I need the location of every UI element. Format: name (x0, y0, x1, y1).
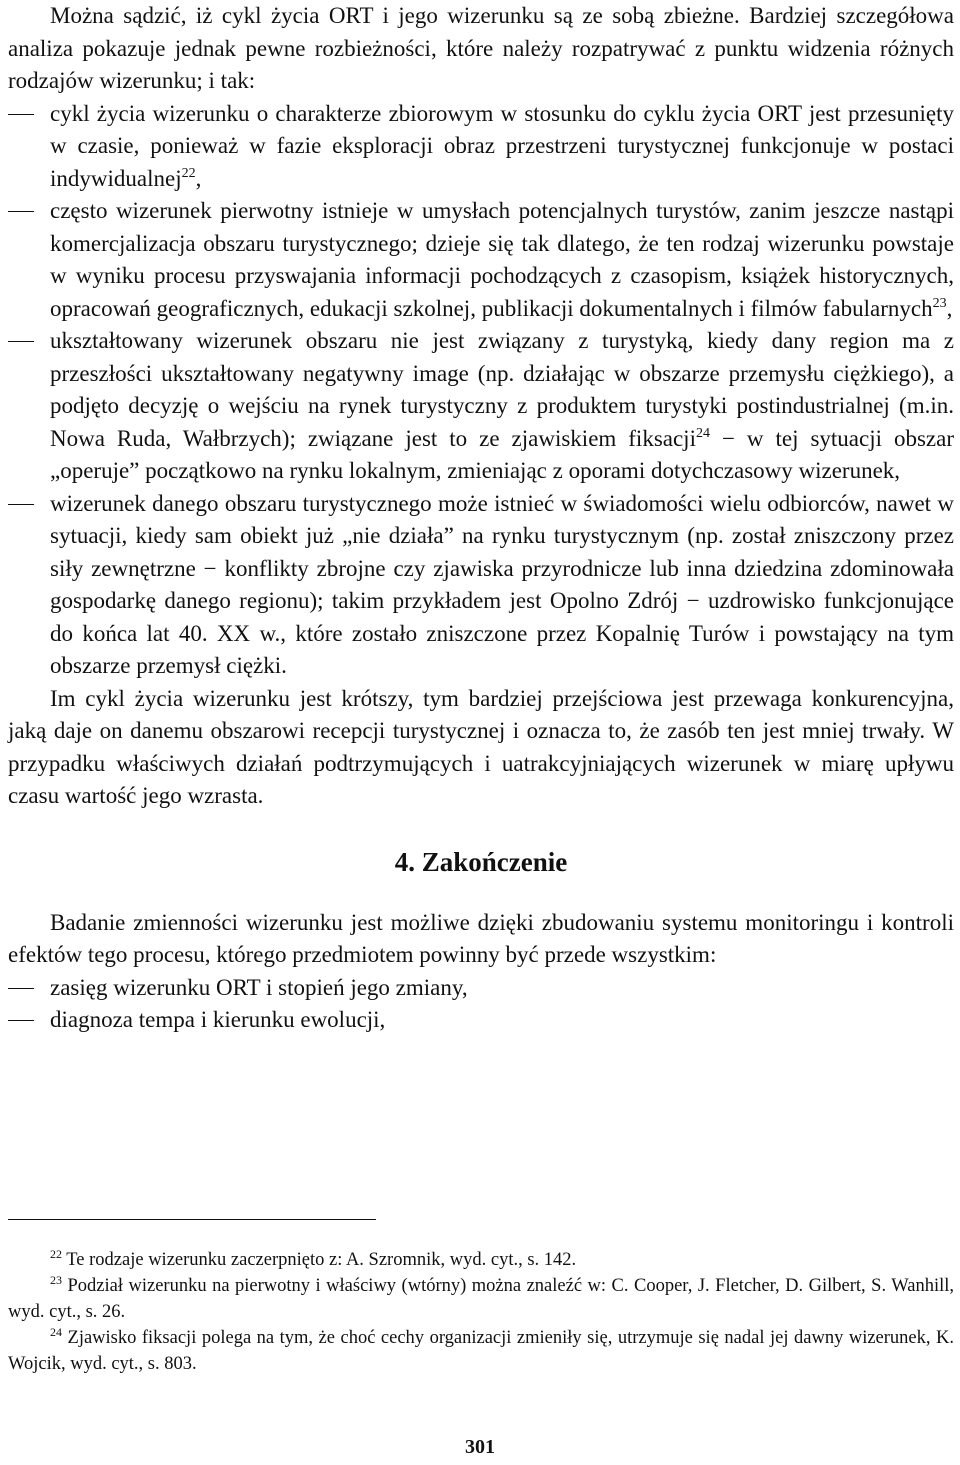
image-types-list (8, 98, 954, 683)
intro-paragraph: Można sądzić, iż cykl życia ORT i jego wizerunku są ze sobą zbieżne. Bardziej szczegółowa analiza pokazuje jednak pewne rozbieżności, które należy rozpatrywać z punktu widzenia różnych rodzajów wizerunku; i tak: (8, 3, 954, 93)
monitoring-list (8, 972, 954, 1037)
list-item (8, 972, 954, 1005)
footnote-text: Te rodzaje wizerunku zaczerpnięto z: A. Szromnik, wyd. cyt., s. 142. (66, 1250, 577, 1270)
list-item (8, 98, 954, 196)
footnote-text: Zjawisko fiksacji polega na tym, że choć cechy organizacji zmieniły się, utrzymuje się nadal jej dawny wizerunek, K. Wojcik, wyd. cyt., s. 803. (8, 1328, 954, 1374)
footnote-number: 23 (50, 1273, 62, 1287)
footnote-number: 22 (50, 1247, 62, 1261)
page-number: 301 (465, 1436, 495, 1458)
list-item (8, 195, 954, 325)
list-item-text: ukształtowany wizerunek obszaru nie jest związany z turystyką, kiedy dany region ma z przeszłości ukształtowany negatywny image (np. działając w obszarze przemysłu ciężkiego), a podjęto decyzję o wejściu na rynek turystyczny z produktem turystyki postindustrialnej (m.in. Nowa Ruda, Wałbrzych); związane jest to ze zjawiskiem fiksacji (50, 328, 954, 451)
summary-paragraph: Badanie zmienności wizerunku jest możliwe dzięki zbudowaniu systemu monitoringu i kontroli efektów tego procesu, którego przedmiotem powinny być przede wszystkim: (8, 909, 954, 967)
list-item-tail: − w tej sytuacji obszar „operuje” początkowo na rynku lokalnym, zmieniając z oporami dotychczasowy wizerunek, (50, 425, 954, 483)
document-page (8, 0, 954, 1037)
list-item (8, 1004, 954, 1037)
list-item (8, 325, 954, 488)
section-heading: 4. Zakończenie (394, 846, 568, 877)
footnote-ref: 24 (695, 425, 710, 441)
list-item-text: diagnoza tempa i kierunku ewolucji, (50, 1007, 386, 1032)
list-item-tail: , (946, 295, 953, 321)
list-item-text: wizerunek danego obszaru turystycznego może istnieć w świadomości wielu odbiorców, nawet w sytuacji, kiedy sam obiekt już „nie działa” na rynku turystycznym (np. został zniszczony przez siły zewnętrzne − konflikty zbrojne czy zjawiska przyrodnicze lub inna dziedzina zdominowała gospodarkę danego regionu); takim przykładem jest Opolno Zdrój − uzdrowisko funkcjonujące do końca lat 40. XX w., które zostało zniszczone przez Kopalnię Turów i powstający na tym obszarze przemysł ciężki. (50, 490, 954, 678)
footnote-separator (8, 1219, 376, 1220)
list-item-text: cykl życia wizerunku o charakterze zbiorowym w stosunku do cyklu życia ORT jest przesunięty w czasie, ponieważ w fazie eksploracji obraz przestrzeni turystycznej funkcjonuje w postaci indywidualnej (50, 100, 954, 191)
footnote (8, 1247, 954, 1273)
footnote (8, 1273, 954, 1325)
list-item-text: często wizerunek pierwotny istnieje w umysłach potencjalnych turystów, zanim jeszcze nastąpi komercjalizacja obszaru turystycznego; dzieje się tak dlatego, że ten rodzaj wizerunku powstaje w wyniku procesu przyswajania informacji pochodzących z czasopism, książek historycznych, opracowań geograficznych, edukacji szkolnej, publikacji dokumentalnych i filmów fabularnych (50, 198, 954, 321)
list-item-tail: , (195, 165, 202, 191)
footnotes (8, 1247, 954, 1377)
list-item (8, 488, 954, 683)
footnote-ref: 23 (932, 295, 947, 311)
footnote-number: 24 (50, 1325, 62, 1339)
footnote-text: Podział wizerunku na pierwotny i właściwy (wtórny) można znaleźć w: C. Cooper, J. Fletcher, D. Gilbert, S. Wanhill, wyd. cyt., s. 26. (8, 1276, 954, 1322)
list-item-text: zasięg wizerunku ORT i stopień jego zmiany, (50, 974, 468, 1000)
footnote-ref: 22 (181, 165, 196, 181)
footnote (8, 1325, 954, 1377)
conclusion-paragraph: Im cykl życia wizerunku jest krótszy, tym bardziej przejściowa jest przewaga konkurencyjna, jaką daje on danemu obszarowi recepcji turystycznej i oznacza to, że zasób ten jest mniej trwały. W przypadku właściwych działań podtrzymujących i uatrakcyjniających wizerunek w miarę upływu czasu wartość jego wzrasta. (8, 685, 954, 808)
